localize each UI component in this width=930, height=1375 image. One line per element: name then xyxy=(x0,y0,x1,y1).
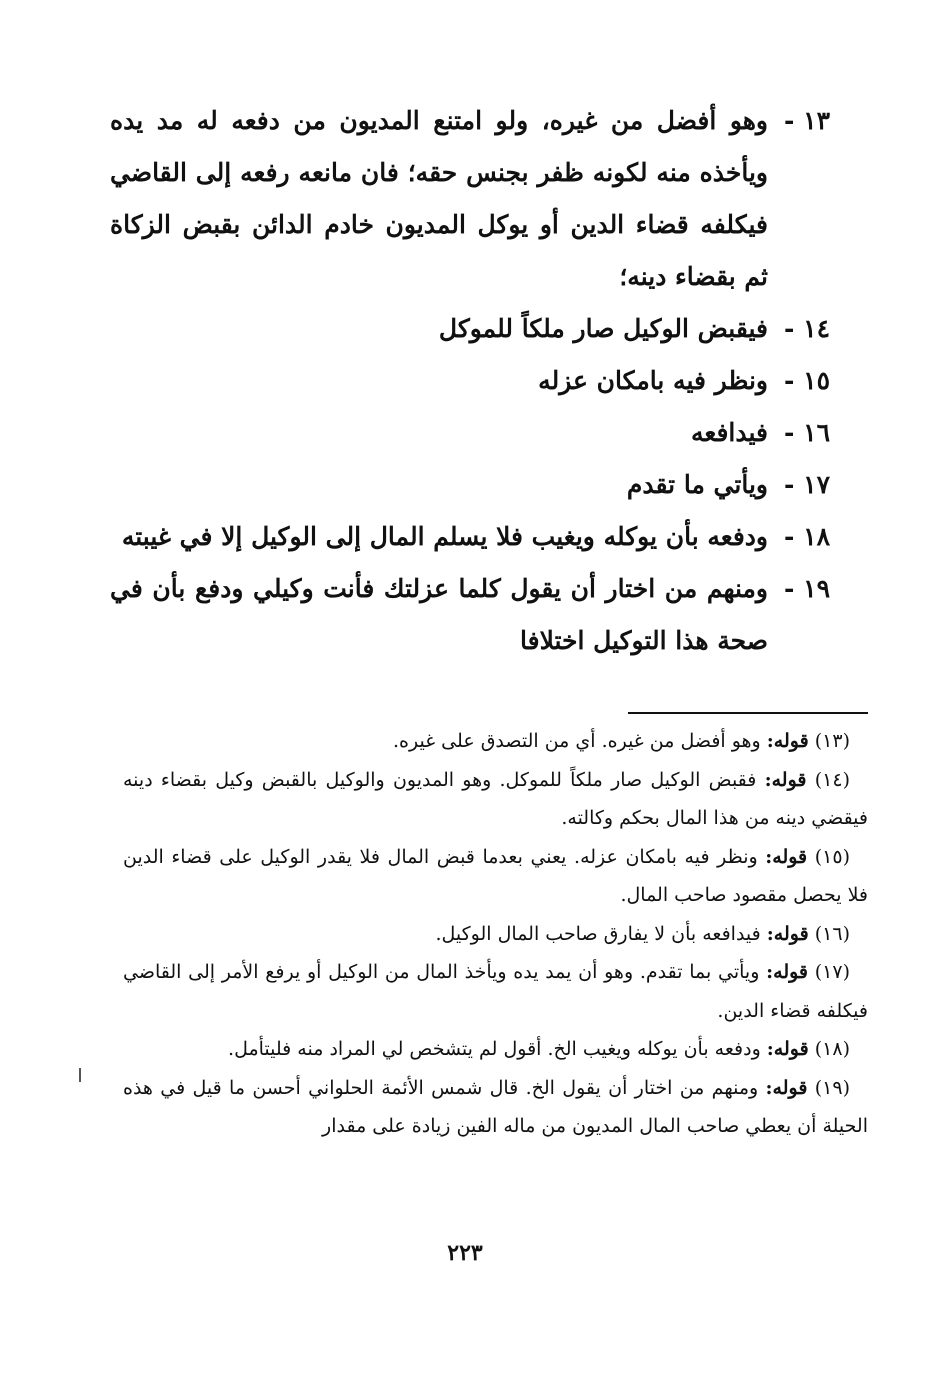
main-entry-18 xyxy=(110,511,830,563)
footnote-number: (١٦) xyxy=(814,922,850,945)
footnote-15 xyxy=(123,838,868,915)
footnote-keyword: قوله: xyxy=(765,1076,808,1099)
main-entry-19 xyxy=(110,563,830,667)
footnote-16 xyxy=(123,915,868,954)
entry-text: ودفعه بأن يوكله ويغيب فلا يسلم المال إلى الوكيل إلا في غيبته xyxy=(121,522,768,551)
main-text-block xyxy=(110,95,830,667)
footnote-number: (١٩) xyxy=(814,1076,850,1099)
footnote-text: فيدافعه بأن لا يفارق صاحب المال الوكيل. xyxy=(435,922,761,945)
entry-number: ١٨ - xyxy=(784,522,830,551)
footnote-text: ويأتي بما تقدم. وهو أن يمد يده ويأخذ المال من الوكيل أو يرفع الأمر إلى القاضي فيكلفه قضاء الدين. xyxy=(123,961,868,1022)
entry-number: ١٦ - xyxy=(784,418,830,447)
page-number: ٢٢٣ xyxy=(447,1240,483,1266)
main-entry-13 xyxy=(110,95,830,303)
main-entry-17 xyxy=(110,459,830,511)
footnote-keyword: قوله: xyxy=(766,1038,809,1060)
entry-number: ١٤ - xyxy=(784,314,830,343)
footnote-18 xyxy=(123,1030,868,1069)
footnotes-block xyxy=(123,722,868,1146)
footnote-17 xyxy=(123,953,868,1030)
entry-number: ١٧ - xyxy=(784,470,830,499)
footnote-text: فقبض الوكيل صار ملكاً للموكل. وهو المديون والوكيل بالقبض وكيل بقضاء دينه فيقضي دينه من هذا المال بحكم وكالته. xyxy=(123,768,868,829)
entry-text: وهو أفضل من غيره، ولو امتنع المديون من دفعه له مد يده ويأخذه منه لكونه ظفر بجنس حقه؛ فان مانعه رفعه إلى القاضي فيكلفه قضاء الدين أو يوكل المديون خادم الدائن بقبض الزكاة ثم بقضاء دينه؛ xyxy=(110,106,768,291)
entry-text: فيقبض الوكيل صار ملكاً للموكل xyxy=(438,314,768,343)
entry-number: ١٩ - xyxy=(784,574,830,603)
footnote-number: (١٣) xyxy=(814,730,850,752)
entry-text: ونظر فيه بامكان عزله xyxy=(538,366,768,395)
footnote-number: (١٤) xyxy=(814,768,850,791)
main-entry-16 xyxy=(110,407,830,459)
footnote-text: وهو أفضل من غيره. أي من التصدق على غيره. xyxy=(393,730,761,752)
entry-text: ومنهم من اختار أن يقول كلما عزلتك فأنت وكيلي ودفع بأن في صحة هذا التوكيل اختلافا xyxy=(110,574,768,655)
entry-number: ١٣ - xyxy=(784,106,830,135)
entry-number: ١٥ - xyxy=(784,366,830,395)
footnote-keyword: قوله: xyxy=(766,922,809,945)
footnote-19 xyxy=(123,1069,868,1146)
main-entry-14 xyxy=(110,303,830,355)
scan-speck xyxy=(79,1068,81,1082)
entry-text: فيدافعه xyxy=(691,418,768,447)
footnote-keyword: قوله: xyxy=(765,845,808,868)
footnote-number: (١٧) xyxy=(814,961,850,983)
footnote-keyword: قوله: xyxy=(764,768,807,791)
footnote-number: (١٥) xyxy=(814,845,850,868)
entry-text: ويأتي ما تقدم xyxy=(626,470,768,499)
footnote-text: ودفعه بأن يوكله ويغيب الخ. أقول لم يتشخص لي المراد منه فليتأمل. xyxy=(228,1038,761,1060)
main-entry-15 xyxy=(110,355,830,407)
footnote-keyword: قوله: xyxy=(766,961,809,983)
footnote-keyword: قوله: xyxy=(766,730,809,752)
footnote-separator xyxy=(628,712,868,714)
footnote-number: (١٨) xyxy=(814,1038,850,1060)
footnote-14 xyxy=(123,761,868,838)
footnote-13 xyxy=(123,722,868,761)
footnote-text: ومنهم من اختار أن يقول الخ. قال شمس الأئمة الحلواني أحسن ما قيل في هذه الحيلة أن يعطي صاحب المال المديون من ماله الفين زيادة على مقدار xyxy=(123,1076,868,1137)
footnote-text: ونظر فيه بامكان عزله. يعني بعدما قبض المال فلا يقدر الوكيل على قضاء الدين فلا يحصل مقصود صاحب المال. xyxy=(123,845,868,906)
